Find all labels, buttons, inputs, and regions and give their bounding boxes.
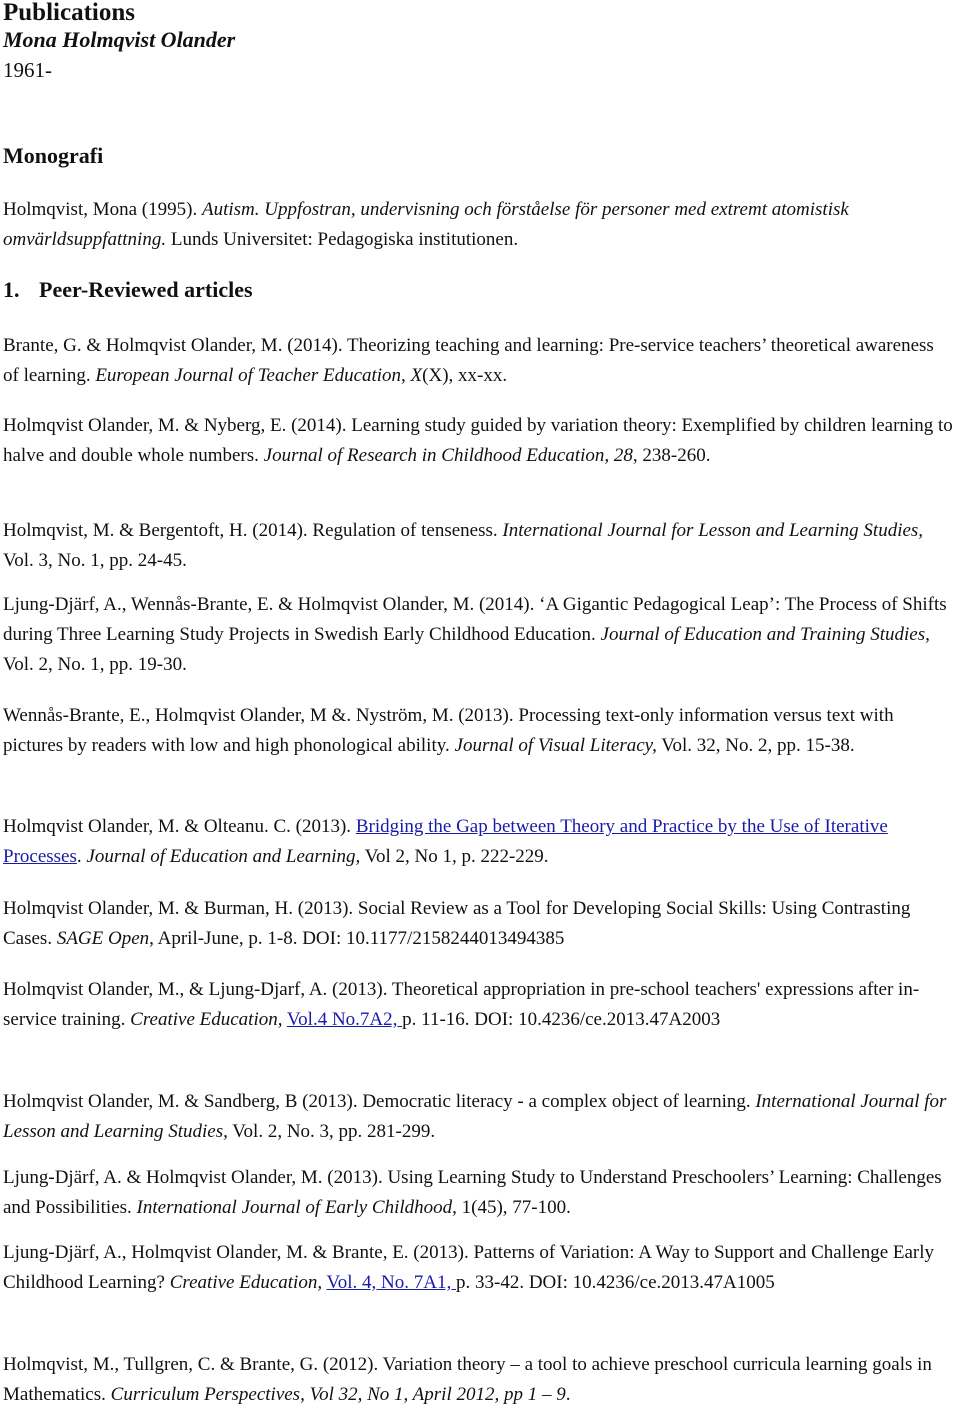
entry-citation: (X), xx-xx. — [422, 365, 508, 386]
journal-name: SAGE Open, — [56, 928, 154, 949]
entry-text: Ljung-Djärf, A., Holmqvist Olander, M. & Brante, E. (2013). Patterns of Variation: A Way to Support and Challenge Early Childhood Learning? — [3, 1242, 935, 1293]
journal-name: Journal of Education and Learning, — [86, 846, 361, 867]
publication-entry — [3, 1087, 953, 1147]
volume-link[interactable]: Vol. 4, No. 7A1, — [326, 1272, 456, 1293]
entry-text: Holmqvist Olander, M., & Ljung-Djarf, A. (2013). Theoretical appropriation in pre-school teachers' expressions after in-service training. — [3, 979, 920, 1030]
volume-link[interactable]: Vol.4 No.7A2, — [286, 1009, 403, 1030]
publication-entry — [3, 701, 953, 761]
monograph-heading: Monografi — [3, 143, 104, 168]
entry-citation: Vol. 2, No. 3, pp. 281-299. — [227, 1121, 436, 1142]
entry-citation: April-June, p. 1-8. DOI: 10.1177/2158244013494385 — [153, 928, 565, 949]
journal-name: European Journal of Teacher Education, X — [95, 365, 423, 386]
section-title: Peer-Reviewed articles — [39, 277, 253, 302]
page-title: Publications — [3, 0, 135, 26]
entry-citation: Vol. 3, No. 1, pp. 24-45. — [3, 550, 187, 571]
peer-reviewed-heading — [3, 277, 253, 303]
publication-entry — [3, 1163, 953, 1223]
journal-name: Journal of Education and Training Studies, — [600, 624, 930, 645]
monograph-entry — [3, 195, 953, 255]
entry-citation: Vol. 2, No. 1, pp. 19-30. — [3, 654, 187, 675]
section-number: 1. — [3, 277, 20, 302]
publication-entry — [3, 812, 953, 872]
entry-citation: Vol 2, No 1, p. 222-229. — [360, 846, 549, 867]
journal-name: Curriculum Perspectives, Vol 32, No 1, April 2012, pp 1 – 9 — [110, 1384, 566, 1405]
entry-text: Ljung-Djärf, A., Wennås-Brante, E. & Holmqvist Olander, M. (2014). ‘A Gigantic Pedagogical Leap’: The Process of Shifts during Three Learning Study Projects in Swedish Early Childhood Education. — [3, 594, 947, 645]
journal-name: Journal of Visual Literacy, — [454, 735, 657, 756]
journal-name: Creative Education, — [130, 1009, 283, 1030]
entry-title: Autism. Uppfostran, undervisning och förståelse för personer med extremt atomistisk omvärldsuppfattning. — [3, 199, 849, 250]
publication-entry — [3, 411, 953, 471]
publication-entry — [3, 894, 953, 954]
journal-name: International Journal of Early Childhood — [136, 1197, 453, 1218]
entry-text: Holmqvist Olander, M. & Burman, H. (2013). Social Review as a Tool for Developing Social Skills: Using Contrasting Cases. — [3, 898, 911, 949]
journal-name: International Journal for Lesson and Learning Studies, — [3, 1091, 947, 1142]
entry-citation: p. 33-42. DOI: 10.4236/ce.2013.47A1005 — [456, 1272, 775, 1293]
entry-text: Holmqvist, M. & Bergentoft, H. (2014). Regulation of tenseness. — [3, 520, 503, 541]
entry-text: Brante, G. & Holmqvist Olander, M. (2014). Theorizing teaching and learning: Pre-service teachers’ theoretical awareness of learning. — [3, 335, 934, 386]
publication-entry — [3, 590, 953, 680]
entry-citation: Vol. 32, No. 2, pp. 15-38. — [656, 735, 855, 756]
entry-text: Wennås-Brante, E., Holmqvist Olander, M &. Nyström, M. (2013). Processing text-only information versus text with pictures by readers with low and high phonological ability. — [3, 705, 894, 756]
publication-entry — [3, 331, 953, 391]
entry-citation: p. 11-16. DOI: 10.4236/ce.2013.47A2003 — [402, 1009, 721, 1030]
entry-text: Holmqvist Olander, M. & Nyberg, E. (2014). Learning study guided by variation theory: Exemplified by children learning to halve and double whole numbers. — [3, 415, 953, 466]
entry-text: Holmqvist Olander, M. & Sandberg, B (2013). Democratic literacy - a complex object of learning. — [3, 1091, 756, 1112]
entry-citation: , 1(45), 77-100. — [452, 1197, 571, 1218]
author-name: Mona Holmqvist Olander — [3, 27, 236, 52]
article-link[interactable]: Bridging the Gap between Theory and Practice by the Use of Iterative Processes — [3, 816, 888, 867]
entry-citation: , 238-260. — [632, 445, 711, 466]
publication-entry — [3, 516, 953, 576]
entry-separator: . — [76, 846, 87, 867]
entry-text: Holmqvist, M., Tullgren, C. & Brante, G. (2012). Variation theory – a tool to achieve preschool curricula learning goals in Mathematics. — [3, 1354, 932, 1405]
journal-name: Journal of Research in Childhood Education, 28 — [263, 445, 633, 466]
entry-source: Lunds Universitet: Pedagogiska institutionen. — [166, 229, 519, 250]
journal-name: International Journal for Lesson and Learning Studies, — [502, 520, 924, 541]
entry-text: Holmqvist Olander, M. & Olteanu. C. (2013). — [3, 816, 356, 837]
publication-entry — [3, 975, 953, 1035]
entry-citation: . — [565, 1384, 571, 1405]
journal-name: Creative Education, — [169, 1272, 323, 1293]
entry-text: Holmqvist, Mona (1995). — [3, 199, 202, 220]
publication-entry — [3, 1238, 953, 1298]
document-page — [3, 0, 955, 1405]
entry-text: Ljung-Djärf, A. & Holmqvist Olander, M. (2013). Using Learning Study to Understand Preschoolers’ Learning: Challenges and Possibilities. — [3, 1167, 942, 1218]
author-years: 1961- — [3, 58, 52, 82]
publication-entry — [3, 1350, 953, 1410]
